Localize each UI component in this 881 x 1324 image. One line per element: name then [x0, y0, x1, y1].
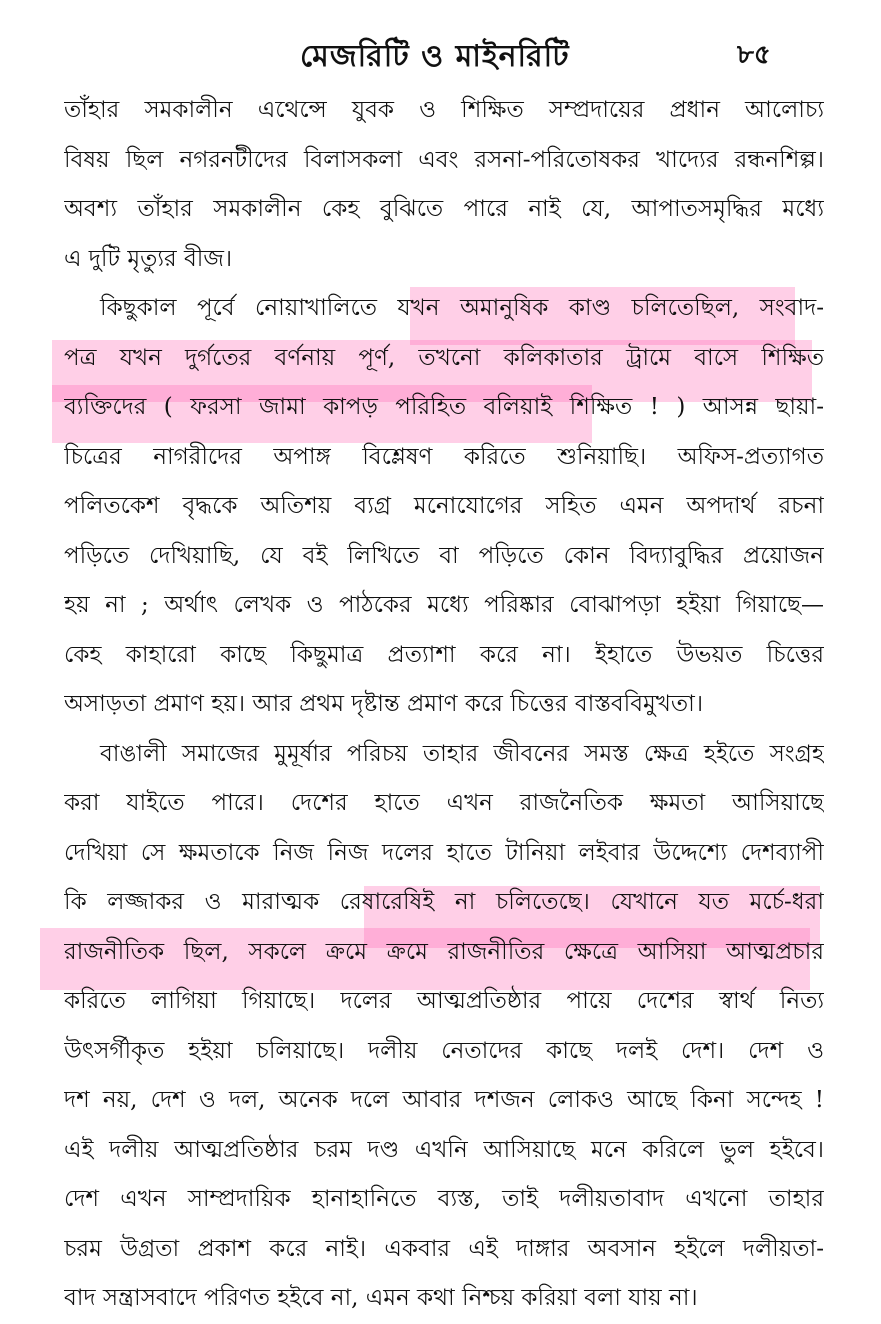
page-number: ৮৫: [737, 40, 771, 70]
text-line: তাঁহার সমকালীন এথেন্সে যুবক ও শিক্ষিত সম্প্রদায়ের প্রধান আলোচ্য: [64, 97, 824, 123]
text-line: অসাড়তা প্রমাণ হয়। আর প্রথম দৃষ্টান্ত প্রমাণ করে চিত্তের বাস্তববিমুখতা।: [64, 691, 704, 717]
text-line: এই দলীয় আত্মপ্রতিষ্ঠার চরম দণ্ড এখনি আসিয়াছে মনে করিলে ভুল হইবে।: [64, 1136, 824, 1163]
text-line: চরম উগ্রতা প্রকাশ করে নাই। একবার এই দাঙ্গার অবসান হইলে দলীয়তা-: [64, 1235, 824, 1262]
text-line: বাঙালী সমাজের মুমূর্ষার পরিচয় তাহার জীবনের সমস্ত ক্ষেত্র হইতে সংগ্রহ: [100, 740, 824, 767]
body-text: [64, 86, 824, 1324]
text-line: উৎসর্গীকৃত হইয়া চলিয়াছে। দলীয় নেতাদের কাছে দলই দেশ। দেশ ও: [64, 1037, 824, 1064]
text-line: দেশ এখন সাম্প্রদায়িক হানাহানিতে ব্যস্ত, তাই দলীয়তাবাদ এখনো তাহার: [64, 1186, 824, 1212]
text-line: পত্র যখন দুর্গতের বর্ণনায় পূর্ণ, তখনো কলিকাতার ট্রামে বাসে শিক্ষিত: [64, 344, 824, 371]
text-line: বিষয় ছিল নগরনটীদের বিলাসকলা এবং রসনা-পরিতোষকর খাদ্যের রন্ধনশিল্প।: [64, 146, 824, 173]
text-line: করা যাইতে পারে। দেশের হাতে এখন রাজনৈতিক ক্ষমতা আসিয়াছে: [64, 790, 824, 816]
text-line: হয় না ; অর্থাৎ লেখক ও পাঠকের মধ্যে পরিষ্কার বোঝাপড়া হইয়া গিয়াছে—: [64, 592, 824, 618]
text-line: দশ নয়, দেশ ও দল, অনেক দলে আবার দশজন লোকও আছে কিনা সন্দেহ !: [64, 1087, 824, 1113]
page-title: মেজরিটি ও মাইনরিটি: [300, 39, 570, 74]
text-line: দেখিয়া সে ক্ষমতাকে নিজ নিজ দলের হাতে টানিয়া লইবার উদ্দেশ্যে দেশব্যাপী: [64, 839, 824, 866]
text-line: কি লজ্জাকর ও মারাত্মক রেষারেষিই না চলিতেছে। যেখানে যত মর্চে-ধরা: [64, 889, 824, 915]
text-line: চিত্রের নাগরীদের অপাঙ্গ বিশ্লেষণ করিতে শুনিয়াছি। অফিস-প্রত্যাগত: [64, 443, 824, 470]
text-line: কিছুকাল পূর্বে নোয়াখালিতে যখন অমানুষিক কাণ্ড চলিতেছিল, সংবাদ-: [100, 295, 824, 321]
running-head: [0, 26, 881, 76]
text-line: অবশ্য তাঁহার সমকালীন কেহ বুঝিতে পারে নাই যে, আপাতসমৃদ্ধির মধ্যে: [64, 196, 824, 222]
text-line: কেহ কাহারো কাছে কিছুমাত্র প্রত্যাশা করে না। ইহাতে উভয়ত চিত্তের: [64, 641, 824, 668]
text-line: পড়িতে দেখিয়াছি, যে বই লিখিতে বা পড়িতে কোন বিদ্যাবুদ্ধির প্রয়োজন: [64, 542, 824, 569]
text-line: বাদ সন্ত্রাসবাদে পরিণত হইবে না, এমন কথা নিশ্চয় করিয়া বলা যায় না।: [64, 1285, 698, 1311]
text-line: পলিতকেশ বৃদ্ধকে অতিশয় ব্যগ্র মনোযোগের সহিত এমন অপদার্থ রচনা: [64, 493, 824, 519]
text-line: করিতে লাগিয়া গিয়াছে। দলের আত্মপ্রতিষ্ঠার পায়ে দেশের স্বার্থ নিত্য: [64, 988, 824, 1014]
text-line: ব্যক্তিদের ( ফরসা জামা কাপড় পরিহিত বলিয়াই শিক্ষিত ! ) আসন্ন ছায়া-: [64, 394, 824, 420]
text-line: এ দুটি মৃত্যুর বীজ।: [64, 245, 233, 272]
text-line: রাজনীতিক ছিল, সকলে ক্রমে ক্রমে রাজনীতির ক্ষেত্রে আসিয়া আত্মপ্রচার: [64, 938, 824, 965]
